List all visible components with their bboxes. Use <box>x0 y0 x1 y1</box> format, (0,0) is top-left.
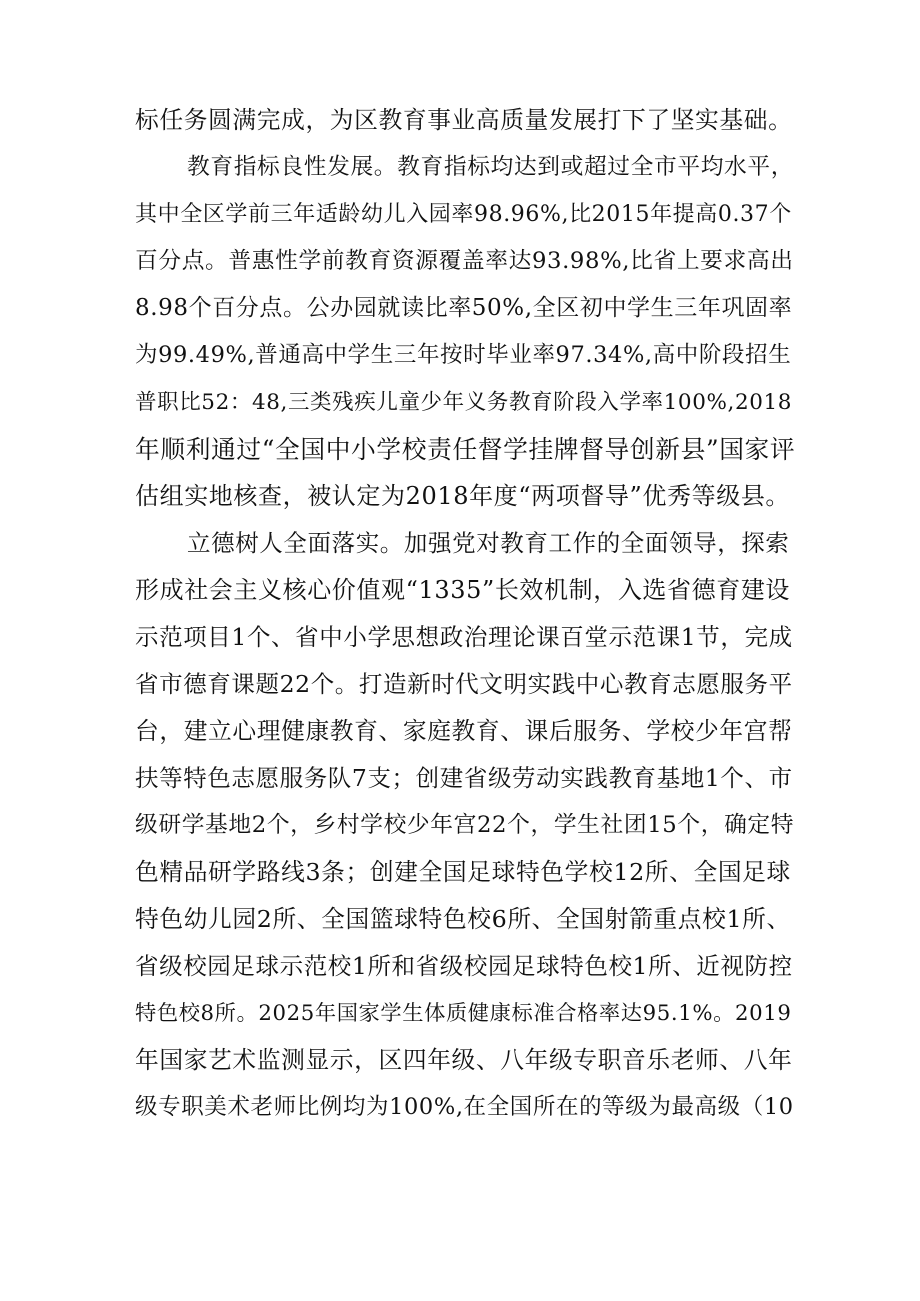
text-line: 年顺利通过“全国中小学校责任督学挂牌督导创新县”国家评 <box>135 435 795 464</box>
text-line: 扶等特色志愿服务队7支；创建省级劳动实践教育基地1个、市 <box>135 764 793 792</box>
paragraph-start-line: 教育指标良性发展。教育指标均达到或超过全市平均水平， <box>187 154 795 180</box>
text-line: 百分点。普惠性学前教育资源覆盖率达93.98%,比省上要求高出 <box>135 248 794 274</box>
text-line: 为99.49%,普通高中学生三年按时毕业率97.34%,高中阶段招生 <box>135 342 792 368</box>
text-line: 特色幼儿园2所、全国篮球特色校6所、全国射箭重点校1所、 <box>135 905 791 933</box>
text-line: 级专职美术老师比例均为100%,在全国所在的等级为最高级（10 <box>135 1094 794 1120</box>
paragraph-start-line: 立德树人全面落实。加强党对教育工作的全面领导，探索 <box>187 529 790 557</box>
text-line: 特色校8所。2025年国家学生体质健康标准合格率达95.1%。2019 <box>135 1001 792 1026</box>
text-line: 省市德育课题22个。打造新时代文明实践中心教育志愿服务平 <box>135 670 793 698</box>
text-line: 普职比52：48,三类残疾儿童少年义务教育阶段入学率100%,2018 <box>135 390 793 415</box>
text-line: 估组实地核查，被认定为2018年度“两项督导”优秀等级县。 <box>135 482 791 510</box>
text-line: 台，建立心理健康教育、家庭教育、课后服务、学校少年宫帮 <box>135 717 793 745</box>
text-line: 其中全区学前三年适龄幼儿入园率98.96%,比2015年提高0.37个 <box>135 202 792 227</box>
text-line: 形成社会主义核心价值观“1335”长效机制，入选省德育建设 <box>135 576 791 604</box>
body-text <box>135 97 795 1131</box>
text-line: 级研学基地2个，乡村学校少年宫22个，学生社团15个，确定特 <box>135 812 795 838</box>
text-line: 色精品研学路线3条；创建全国足球特色学校12所、全国足球 <box>135 858 791 886</box>
text-line: 年国家艺术监测显示，区四年级、八年级专职音乐老师、八年 <box>135 1046 793 1074</box>
text-line: 省级校园足球示范校1所和省级校园足球特色校1所、近视防控 <box>135 952 793 980</box>
text-line: 8.98个百分点。公办园就读比率50%,全区初中学生三年巩固率 <box>135 295 793 321</box>
text-line: 标任务圆满完成，为区教育事业高质量发展打下了坚实基础。 <box>135 106 793 134</box>
text-line: 示范项目1个、省中小学思想政治理论课百堂示范课1节，完成 <box>135 623 793 651</box>
